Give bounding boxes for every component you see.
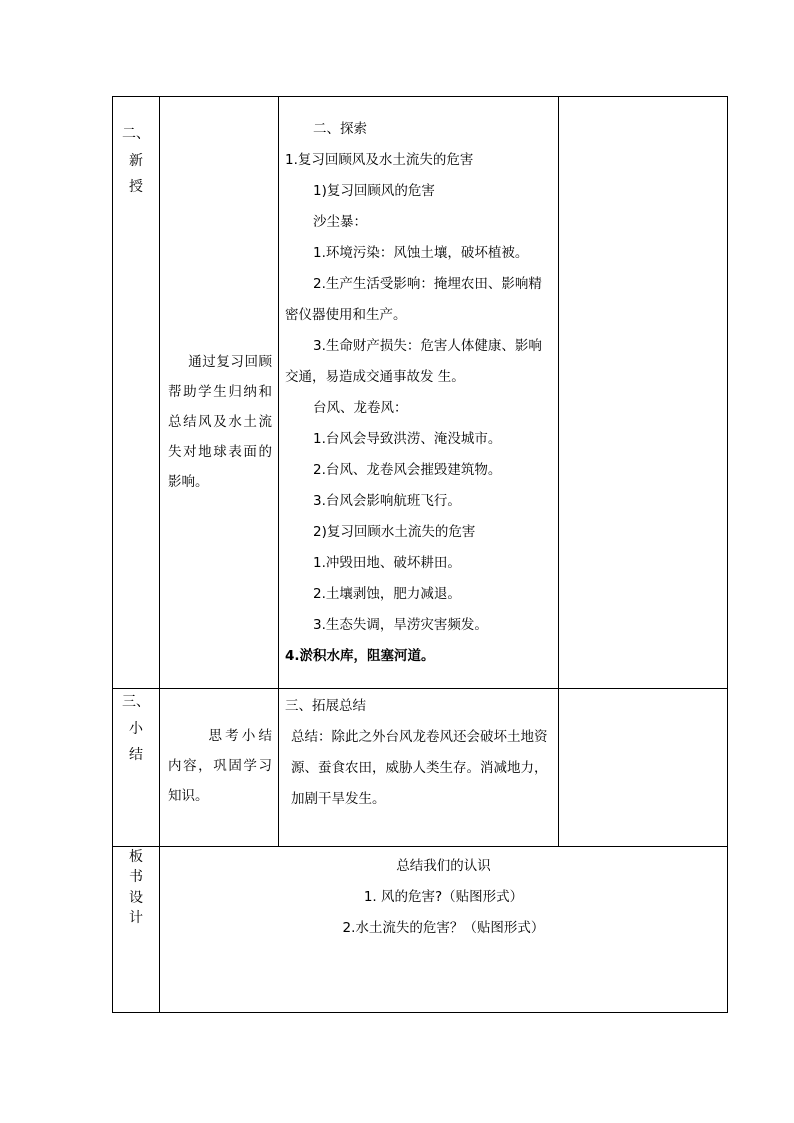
purpose-cell (160, 97, 279, 689)
stage-char: 小 (129, 720, 143, 737)
sub-heading: 1)复习回顾风的危害 (313, 183, 435, 199)
stage-char: 三、 (122, 694, 150, 710)
section-heading: 三、拓展总结 (285, 698, 366, 714)
content-cell (279, 689, 559, 847)
stage-cell (113, 97, 160, 689)
list-item: 2.生产生活受影响：掩埋农田、影响精密仪器使用和生产。 (285, 276, 542, 323)
stage-char: 新 (129, 152, 143, 169)
list-item: 1.环境污染：风蚀土壤，破坏植被。 (313, 245, 529, 261)
row-board-design (113, 847, 728, 1013)
label-char: 设 (129, 889, 143, 906)
row-new-lesson (113, 97, 728, 689)
stage-char: 二、 (122, 126, 150, 142)
row-summary (113, 689, 728, 847)
board-cell (160, 847, 728, 1013)
topic-label: 沙尘暴： (313, 214, 367, 230)
summary-text: 总结：除此之外台风龙卷风还会破坏土地资源、蚕食农田，威胁人类生存。消减地力，加剧干旱发生。 (291, 729, 548, 807)
content-cell (279, 97, 559, 689)
list-item: 3.台风会影响航班飞行。 (313, 493, 461, 509)
stage-char: 结 (129, 747, 143, 764)
list-item: 2.土壤剥蚀，肥力减退。 (313, 586, 461, 602)
sub-heading: 2)复习回顾水土流失的危害 (313, 524, 476, 540)
list-item: 3.生态失调，旱涝灾害频发。 (313, 617, 488, 633)
list-item: 2.台风、龙卷风会摧毁建筑物。 (313, 462, 502, 478)
list-item: 1.冲毁田地、破坏耕田。 (313, 555, 461, 571)
purpose-cell (160, 689, 279, 847)
point-heading: 1.复习回顾风及水土流失的危害 (285, 152, 474, 168)
notes-cell (559, 97, 728, 689)
board-item: 2.水土流失的危害？（贴图形式） (342, 920, 545, 936)
purpose-text: 通过复习回顾帮助学生归纳和总结风及水土流失对地球表面的影响。 (168, 354, 272, 490)
section-heading: 二、探索 (313, 121, 367, 137)
board-title: 总结我们的认识 (396, 858, 491, 874)
notes-cell (559, 689, 728, 847)
lesson-plan-table (112, 96, 728, 1013)
board-item: 1. 风的危害?（贴图形式） (363, 889, 524, 905)
topic-label: 台风、龙卷风： (313, 400, 408, 416)
stage-cell (113, 847, 160, 1013)
label-char: 计 (129, 909, 143, 926)
stage-cell (113, 689, 160, 847)
list-item: 3.生命财产损失：危害人体健康、影响交通，易造成交通事故发 生。 (285, 338, 542, 385)
list-item: 4.淤积水库，阻塞河道。 (285, 648, 435, 664)
label-char: 书 (129, 869, 143, 886)
list-item: 1.台风会导致洪涝、淹没城市。 (313, 431, 502, 447)
stage-char: 授 (129, 179, 143, 196)
label-char: 板 (129, 849, 143, 865)
purpose-text: 思考小结内容，巩固学习知识。 (168, 728, 272, 804)
